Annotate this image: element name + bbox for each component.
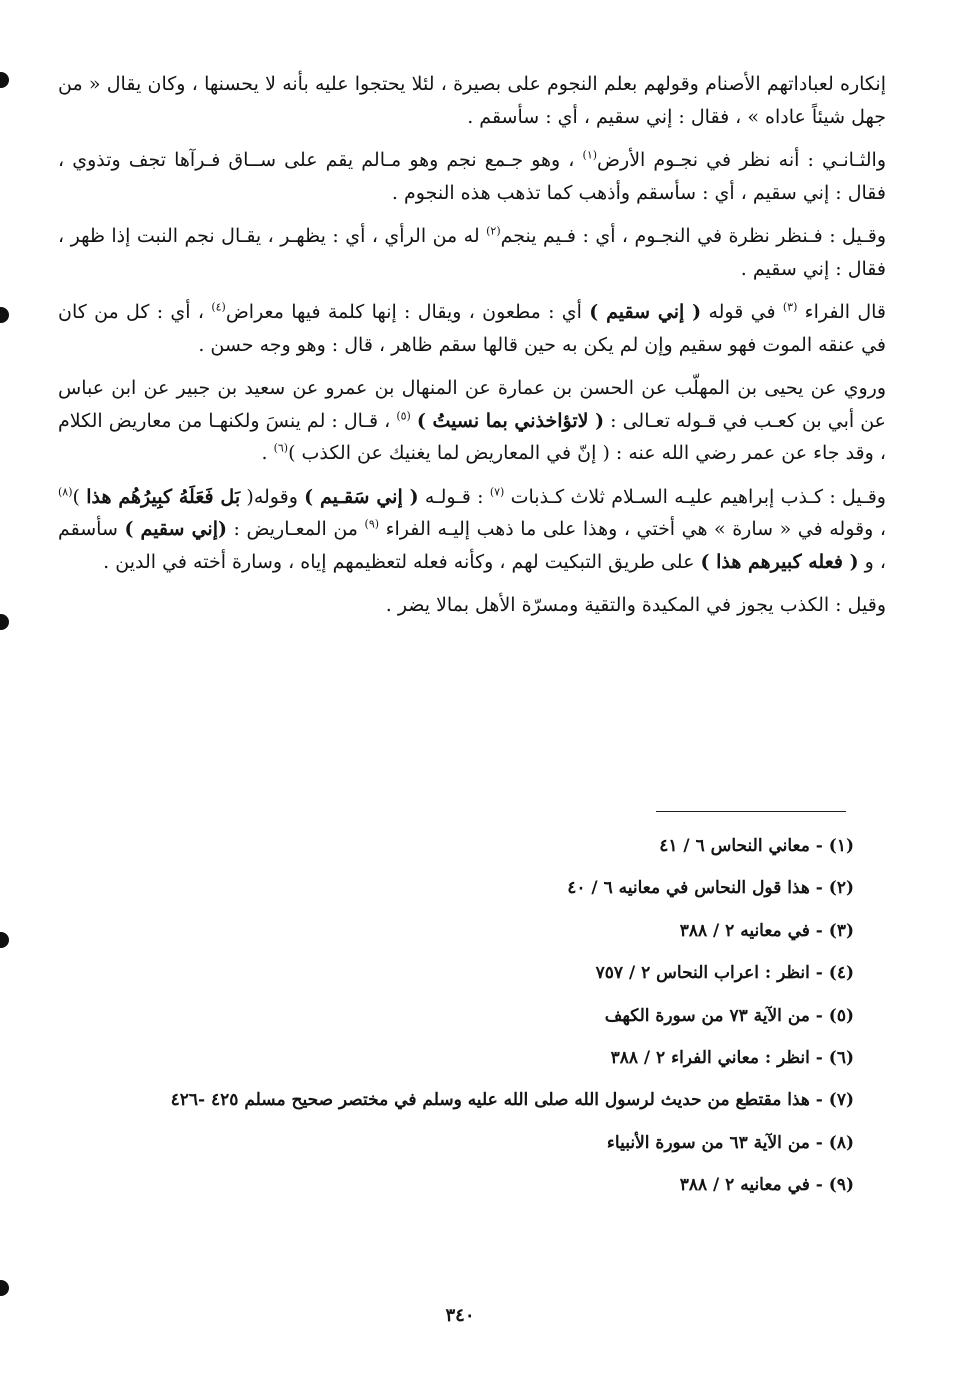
paragraph-text: : قـولـه — [424, 485, 484, 508]
footnote-ref: (٦) — [273, 441, 289, 455]
paragraph — [58, 296, 886, 361]
footnote-ref: (٤) — [211, 300, 226, 314]
paragraph — [58, 220, 886, 285]
footnote-ref: (١) — [582, 148, 598, 162]
binder-hole-mark — [0, 932, 9, 948]
main-body-text — [58, 68, 886, 633]
paragraph-text: في قوله — [708, 301, 776, 323]
paragraph-text: وقيل : الكذب يجوز في المكيدة والتقية ومسرّة الأهل بمالا يضر . — [385, 594, 886, 616]
footnote-ref: (٨) — [58, 485, 73, 499]
paragraph-text: . — [261, 442, 268, 464]
quoted-phrase: ( إني سقيم ) — [589, 301, 702, 323]
page-number: ٣٤٠ — [445, 1305, 475, 1326]
footnote-item: (٩) - في معانيه ٢ / ٣٨٨ — [679, 1175, 854, 1196]
footnote-item: (٨) - من الآية ٦٣ من سورة الأنبياء — [606, 1132, 854, 1153]
paragraph-text: على طريق التبكيت لهم ، وكأنه فعله لتعظيمهم إياه ، وسارة أخته في الدين . — [103, 550, 695, 573]
quoted-phrase: (إني سقيم ) — [124, 518, 227, 540]
paragraph — [58, 144, 886, 209]
footnote-item: (٧) - هذا مقتطع من حديث لرسول الله صلى الله عليه وسلم في مختصر صحيح مسلم ٤٢٥ -٤٢٦ — [170, 1090, 854, 1111]
paragraph-text: وروي عن يحيى بن المهلّب عن الحسن بن عمارة عن المنهال بن عمرو عن سعيد بن جبير عن ابن عباس عن أبي بن كعـب في قـوله تعـالى : — [58, 377, 886, 432]
paragraph-text: ، قـال : لم ينسَ ولكنهـا من معاريض الكلام ، وقد جاء عن عمر رضي الله عنه : ( إنّ في المعاريض لما يغنيك عن الكذب ) — [58, 409, 886, 464]
paragraph-text: والثـانـي : أنه نظر في نجـوم الأرض — [597, 149, 886, 171]
paragraph-text: من المعـاريض : — [233, 518, 358, 540]
paragraph-text: له من الرأي ، أي : يظهـر ، يقـال نجم النبت إذا ظهر ، فقال : إني سقيم . — [58, 225, 886, 280]
binder-hole-mark — [0, 1280, 9, 1296]
paragraph — [58, 372, 886, 470]
paragraph-text: ، وهو جـمع نجم وهو مـالم يقم على ســاق فـرآها تجف وتذوي ، فقال : إني سقيم ، أي : سأسقم وأذهب كما تذهب هذه النجوم . — [58, 149, 886, 204]
footnote-ref: (٧) — [489, 485, 505, 499]
paragraph-text: أي : مطعون ، ويقال : إنها كلمة فيها معراض — [225, 301, 582, 323]
quran-quote: ( إني سَقـيم ) — [304, 485, 419, 508]
binder-hole-mark — [0, 614, 9, 630]
paragraph — [58, 589, 886, 622]
paragraph-text: سأسقم ، و — [58, 518, 886, 573]
paragraph-text: إنكاره لعباداتهم الأصنام وقولهم بعلم النجوم على بصيرة ، لئلا يحتجوا عليه بأنه لا يحسنها ، وكان يقال « من جهل شيئاً عاداه » ، فقال : إني سقيم ، أي : سأسقم . — [58, 73, 886, 128]
footnote-ref: (٩) — [364, 517, 380, 531]
footnote-ref: (٢) — [486, 224, 501, 238]
footnote-item: (٤) - انظر : اعراب النحاس ٢ / ٧٥٧ — [595, 963, 854, 984]
footnote-item: (٢) - هذا قول النحاس في معانيه ٦ / ٤٠ — [567, 878, 854, 899]
paragraph — [58, 68, 886, 133]
quran-quote: بَل فَعَلَهُ كبِيرُهُم هذا — [86, 485, 241, 508]
paragraph — [58, 481, 886, 579]
binder-hole-mark — [0, 72, 9, 88]
quran-quote: ( لاتؤاخذني بما نسيتُ ) — [416, 409, 605, 432]
binder-hole-mark — [0, 307, 9, 323]
footnote-item: (٣) - في معانيه ٢ / ٣٨٨ — [679, 920, 854, 941]
paragraph-text: ، أي : كل من كان في عنقه الموت فهو سقيم وإن لم يكن به حين قالها سقم ظاهر ، قال : وهو وجه حسن . — [58, 301, 886, 356]
paragraph-text: ) — [72, 485, 80, 508]
footnote-separator — [656, 811, 846, 812]
paragraph-text: وقـيل : فـنظر نظرة في النجـوم ، أي : فـيم ينجم — [500, 225, 886, 247]
footnote-ref: (٥) — [396, 409, 411, 423]
footnote-item: (٥) - من الآية ٧٣ من سورة الكهف — [604, 1005, 854, 1026]
footnotes-list — [94, 830, 854, 1212]
footnote-item: (١) - معاني النحاس ٦ / ٤١ — [659, 836, 854, 856]
paragraph-text: وقوله( — [246, 485, 298, 508]
footnote-ref: (٣) — [782, 300, 798, 314]
paragraph-text: وقـيل : كـذب إبراهيم عليـه السـلام ثلاث كـذبات — [510, 485, 886, 508]
paragraph-text: قال الفراء — [804, 301, 886, 323]
paragraph-text: ، وقوله في « سارة » هي أختي ، وهذا على ما ذهب إليـه الفراء — [385, 518, 886, 540]
quoted-phrase: ( فعله كبيرهم هذا ) — [700, 550, 859, 573]
footnote-item: (٦) - انظر : معاني الفراء ٢ / ٣٨٨ — [610, 1047, 854, 1068]
